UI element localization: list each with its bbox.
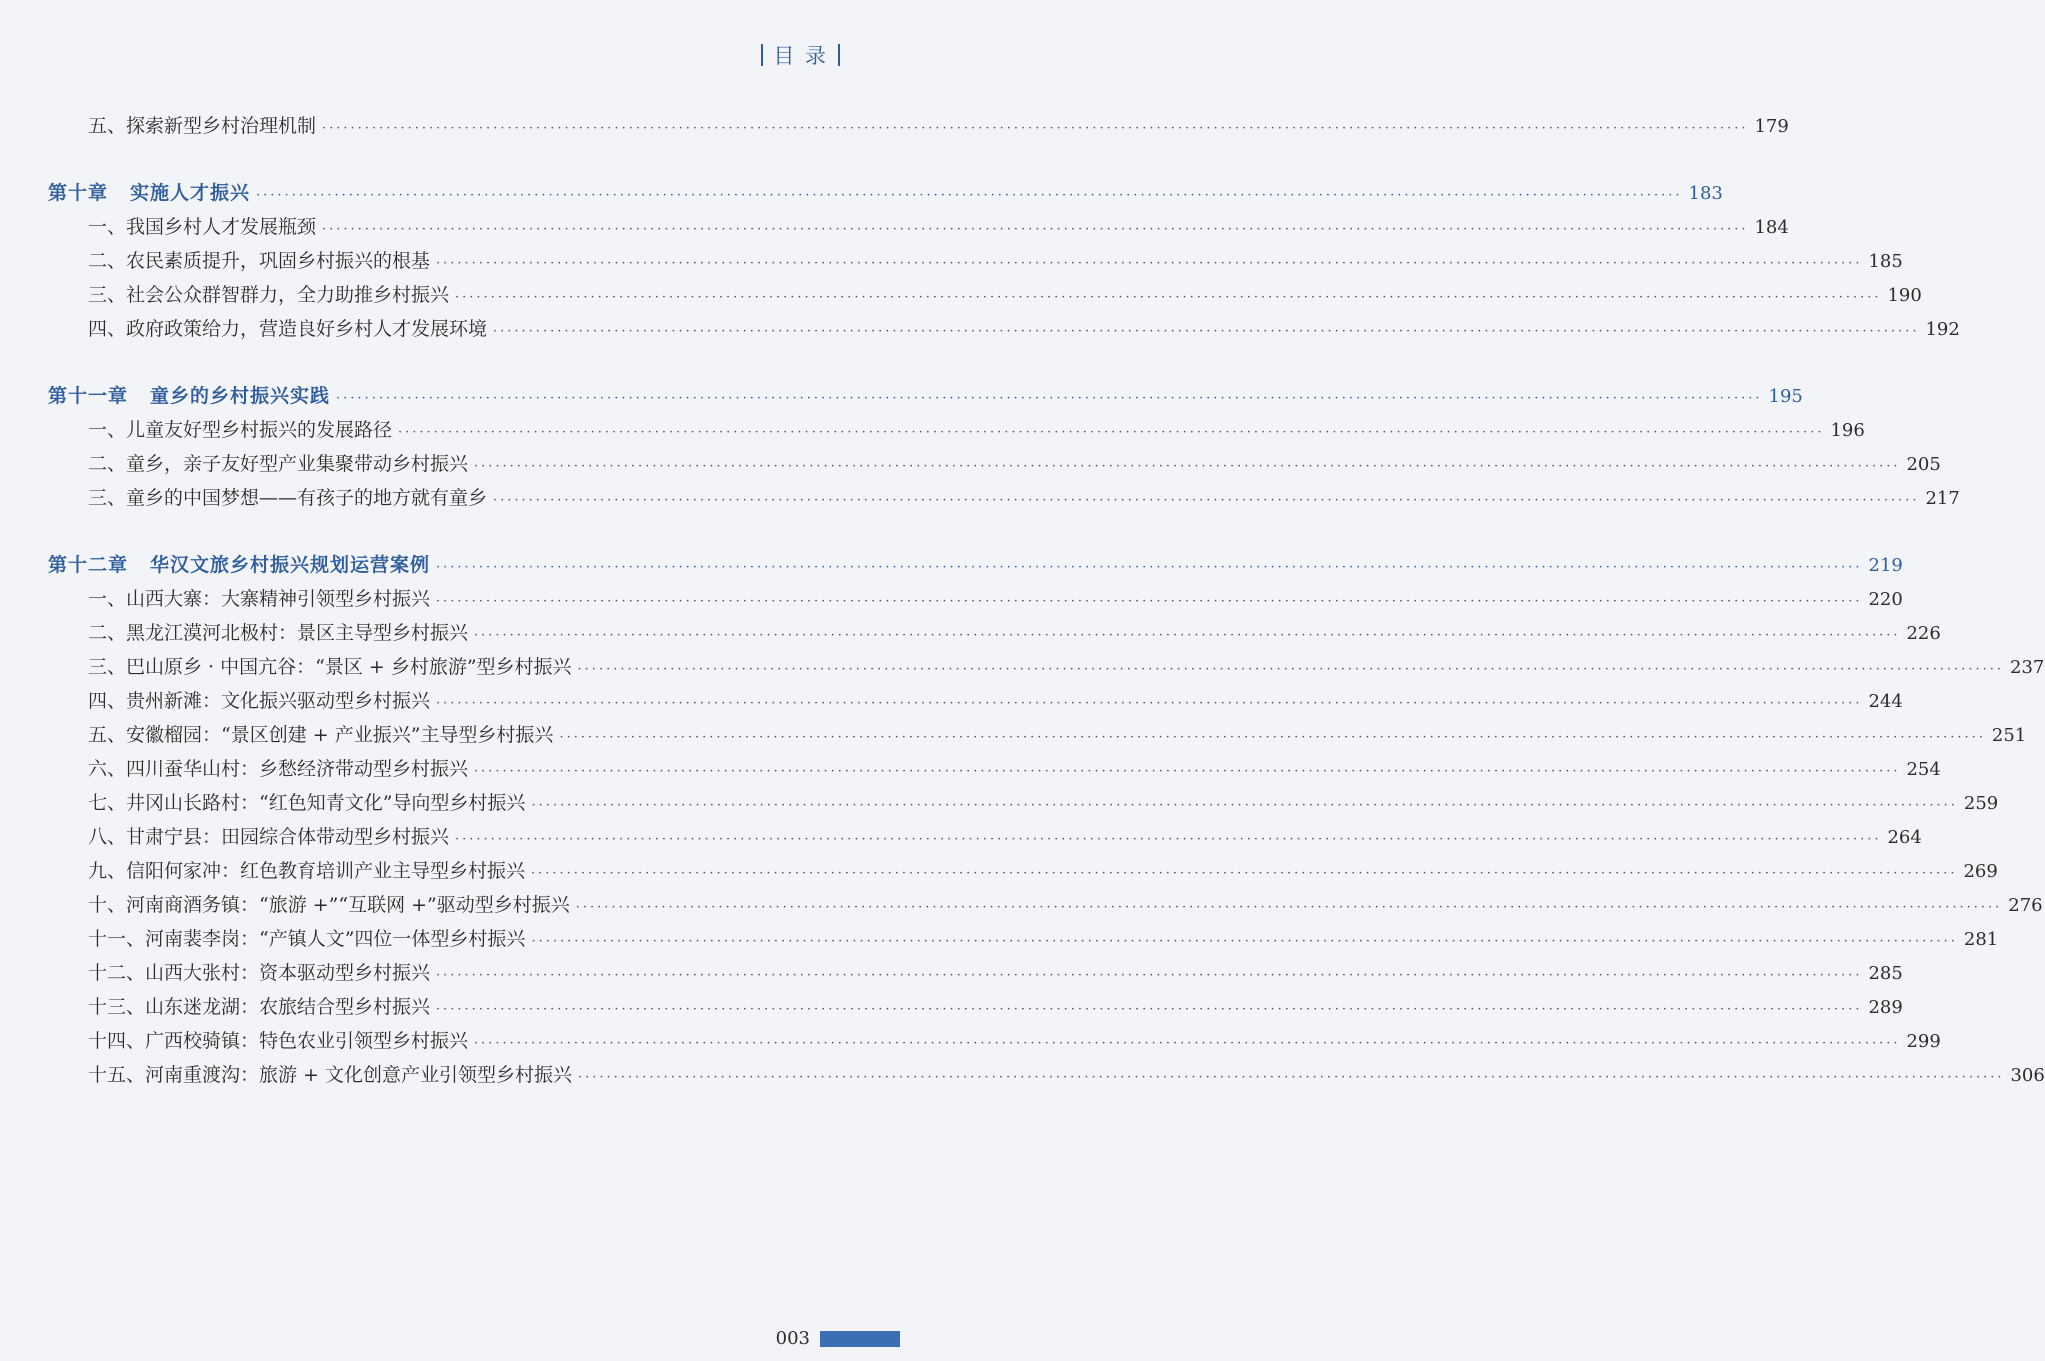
toc-section-row[interactable] bbox=[88, 994, 1903, 1023]
toc-chapter-row[interactable] bbox=[48, 552, 1903, 581]
toc-page-number: 217 bbox=[1925, 488, 1960, 509]
leader-dots: ········································································································································································································ bbox=[336, 391, 1763, 406]
leader-dots: ········································································································································································································ bbox=[436, 1002, 1863, 1017]
leader-dots: ········································································································································································································ bbox=[455, 832, 1882, 847]
leader-dots: ········································································································································································································ bbox=[322, 222, 1749, 237]
section-title: 一、我国乡村人才发展瓶颈 bbox=[88, 216, 317, 238]
section-title: 三、童乡的中国梦想——有孩子的地方就有童乡 bbox=[88, 487, 488, 509]
leader-dots: ········································································································································································································ bbox=[436, 696, 1863, 711]
leader-dots: ········································································································································································································ bbox=[493, 493, 1920, 508]
toc-page-number: 195 bbox=[1768, 386, 1803, 407]
toc-section-row[interactable] bbox=[88, 1062, 2045, 1091]
toc-page-number: 205 bbox=[1906, 454, 1941, 475]
chapter-name: 实施人才振兴 bbox=[130, 182, 251, 204]
leader-dots: ········································································································································································································ bbox=[474, 459, 1901, 474]
section-title: 十一、河南裴李岗：“产镇人文”四位一体型乡村振兴 bbox=[88, 928, 526, 950]
toc-page-number: 251 bbox=[1991, 725, 2027, 746]
toc-page-number: 237 bbox=[2010, 657, 2045, 678]
toc-section-row[interactable] bbox=[88, 282, 1922, 311]
section-title: 十三、山东迷龙湖：农旅结合型乡村振兴 bbox=[88, 996, 431, 1018]
toc-page-number: 179 bbox=[1754, 116, 1789, 137]
chapter-title bbox=[48, 180, 250, 206]
header-label: 目 录 bbox=[773, 44, 828, 68]
section-title: 四、贵州新滩：文化振兴驱动型乡村振兴 bbox=[88, 690, 431, 712]
toc-page-number: 276 bbox=[2008, 895, 2043, 916]
leader-dots: ········································································································································································································ bbox=[531, 798, 1958, 813]
toc-section-row[interactable] bbox=[88, 688, 1903, 717]
section-title: 十二、山西大张村：资本驱动型乡村振兴 bbox=[88, 962, 431, 984]
leader-dots: ········································································································································································································ bbox=[474, 764, 1901, 779]
chapter-number: 第十一章 bbox=[48, 385, 129, 407]
leader-dots: ········································································································································································································ bbox=[559, 730, 1986, 745]
chapter-title bbox=[48, 383, 330, 409]
header-left-bar bbox=[761, 44, 763, 66]
toc-page-number: 244 bbox=[1868, 691, 1903, 712]
chapter-number: 第十二章 bbox=[48, 554, 129, 576]
toc-section-row[interactable] bbox=[88, 485, 1960, 514]
toc-section-row[interactable] bbox=[88, 858, 1998, 887]
toc-section-row[interactable] bbox=[88, 113, 1789, 142]
toc-page-number: 183 bbox=[1688, 183, 1723, 204]
chapter-name: 华汉文旅乡村振兴规划运营案例 bbox=[150, 554, 431, 576]
toc-page-number: 306 bbox=[2010, 1065, 2045, 1086]
leader-dots: ········································································································································································································ bbox=[578, 1070, 2005, 1085]
section-title: 十五、河南重渡沟：旅游 + 文化创意产业引领型乡村振兴 bbox=[88, 1064, 573, 1086]
toc-page-number: 269 bbox=[1963, 861, 1998, 882]
toc-section-row[interactable] bbox=[88, 586, 1903, 615]
section-title: 十四、广西校骑镇：特色农业引领型乡村振兴 bbox=[88, 1030, 469, 1052]
section-title: 二、童乡，亲子友好型产业集聚带动乡村振兴 bbox=[88, 453, 469, 475]
toc-section-row[interactable] bbox=[88, 926, 1999, 955]
toc-section-row[interactable] bbox=[88, 620, 1941, 649]
toc-page-number: 259 bbox=[1963, 793, 1999, 814]
section-title: 五、安徽榴园：“景区创建 + 产业振兴”主导型乡村振兴 bbox=[88, 724, 554, 746]
section-title: 六、四川蚕华山村：乡愁经济带动型乡村振兴 bbox=[88, 758, 469, 780]
toc-page-number: 299 bbox=[1906, 1031, 1941, 1052]
toc-section-row[interactable] bbox=[88, 960, 1903, 989]
leader-dots: ········································································································································································································ bbox=[398, 425, 1825, 440]
toc-section-row[interactable] bbox=[88, 824, 1922, 853]
leader-dots: ········································································································································································································ bbox=[474, 1036, 1901, 1051]
toc-page-number: 185 bbox=[1868, 251, 1903, 272]
leader-dots: ········································································································································································································ bbox=[455, 290, 1882, 305]
section-title: 二、黑龙江漠河北极村：景区主导型乡村振兴 bbox=[88, 622, 469, 644]
leader-dots: ········································································································································································································ bbox=[531, 934, 1958, 949]
toc-section-row[interactable] bbox=[88, 756, 1941, 785]
toc-page-number: 285 bbox=[1868, 963, 1903, 984]
section-title: 十、河南商酒务镇：“旅游 +”“互联网 +”驱动型乡村振兴 bbox=[88, 894, 570, 916]
section-title: 一、儿童友好型乡村振兴的发展路径 bbox=[88, 419, 393, 441]
leader-dots: ········································································································································································································ bbox=[436, 560, 1863, 575]
toc-page-number: 192 bbox=[1925, 319, 1960, 340]
toc-page-number: 190 bbox=[1887, 285, 1922, 306]
toc-section-row[interactable] bbox=[88, 790, 1999, 819]
section-title: 七、井冈山长路村：“红色知青文化”导向型乡村振兴 bbox=[88, 792, 526, 814]
chapter-number: 第十章 bbox=[48, 182, 109, 204]
toc-section-row[interactable] bbox=[88, 316, 1960, 345]
toc-page-number: 220 bbox=[1868, 589, 1903, 610]
section-title: 四、政府政策给力，营造良好乡村人才发展环境 bbox=[88, 318, 488, 340]
toc-section-row[interactable] bbox=[88, 1028, 1941, 1057]
leader-dots: ········································································································································································································ bbox=[531, 866, 1958, 881]
toc-section-row[interactable] bbox=[88, 654, 2045, 683]
leader-dots: ········································································································································································································ bbox=[322, 121, 1749, 136]
toc-page-number: 289 bbox=[1868, 997, 1903, 1018]
page-number: 003 bbox=[775, 1328, 810, 1349]
leader-dots: ········································································································································································································ bbox=[436, 256, 1863, 271]
chapter-name: 童乡的乡村振兴实践 bbox=[150, 385, 331, 407]
chapter-title bbox=[48, 552, 430, 578]
running-header bbox=[761, 40, 840, 70]
toc-page-number: 281 bbox=[1963, 929, 1999, 950]
leader-dots: ········································································································································································································ bbox=[575, 900, 2003, 915]
toc-chapter-row[interactable] bbox=[48, 383, 1803, 412]
toc-page-number: 254 bbox=[1906, 759, 1941, 780]
leader-dots: ········································································································································································································ bbox=[577, 662, 2005, 677]
section-title: 八、甘肃宁县：田园综合体带动型乡村振兴 bbox=[88, 826, 450, 848]
section-title: 三、巴山原乡 · 中国亢谷：“景区 + 乡村旅游”型乡村振兴 bbox=[88, 656, 572, 678]
toc-section-row[interactable] bbox=[88, 214, 1789, 243]
page-footer bbox=[776, 1328, 900, 1349]
toc-page-number: 226 bbox=[1906, 623, 1941, 644]
toc-section-row[interactable] bbox=[88, 892, 2043, 921]
section-title: 九、信阳何家冲：红色教育培训产业主导型乡村振兴 bbox=[88, 860, 526, 882]
leader-dots: ········································································································································································································ bbox=[493, 324, 1920, 339]
toc-section-row[interactable] bbox=[88, 722, 2027, 751]
leader-dots: ········································································································································································································ bbox=[256, 188, 1683, 203]
header-right-bar bbox=[838, 44, 840, 66]
section-title: 二、农民素质提升，巩固乡村振兴的根基 bbox=[88, 250, 431, 272]
section-title: 一、山西大寨：大寨精神引领型乡村振兴 bbox=[88, 588, 431, 610]
section-title: 三、社会公众群智群力，全力助推乡村振兴 bbox=[88, 284, 450, 306]
leader-dots: ········································································································································································································ bbox=[436, 968, 1863, 983]
toc-page-number: 264 bbox=[1887, 827, 1922, 848]
leader-dots: ········································································································································································································ bbox=[474, 628, 1901, 643]
toc-page-number: 196 bbox=[1830, 420, 1865, 441]
toc-page-number: 184 bbox=[1754, 217, 1789, 238]
leader-dots: ········································································································································································································ bbox=[436, 594, 1863, 609]
footer-color-band bbox=[820, 1331, 900, 1347]
toc-section-row[interactable] bbox=[88, 417, 1865, 446]
toc-section-row[interactable] bbox=[88, 451, 1941, 480]
section-title: 五、探索新型乡村治理机制 bbox=[88, 115, 317, 137]
toc-section-row[interactable] bbox=[88, 248, 1903, 277]
toc-page-number: 219 bbox=[1868, 555, 1903, 576]
toc-chapter-row[interactable] bbox=[48, 180, 1723, 209]
